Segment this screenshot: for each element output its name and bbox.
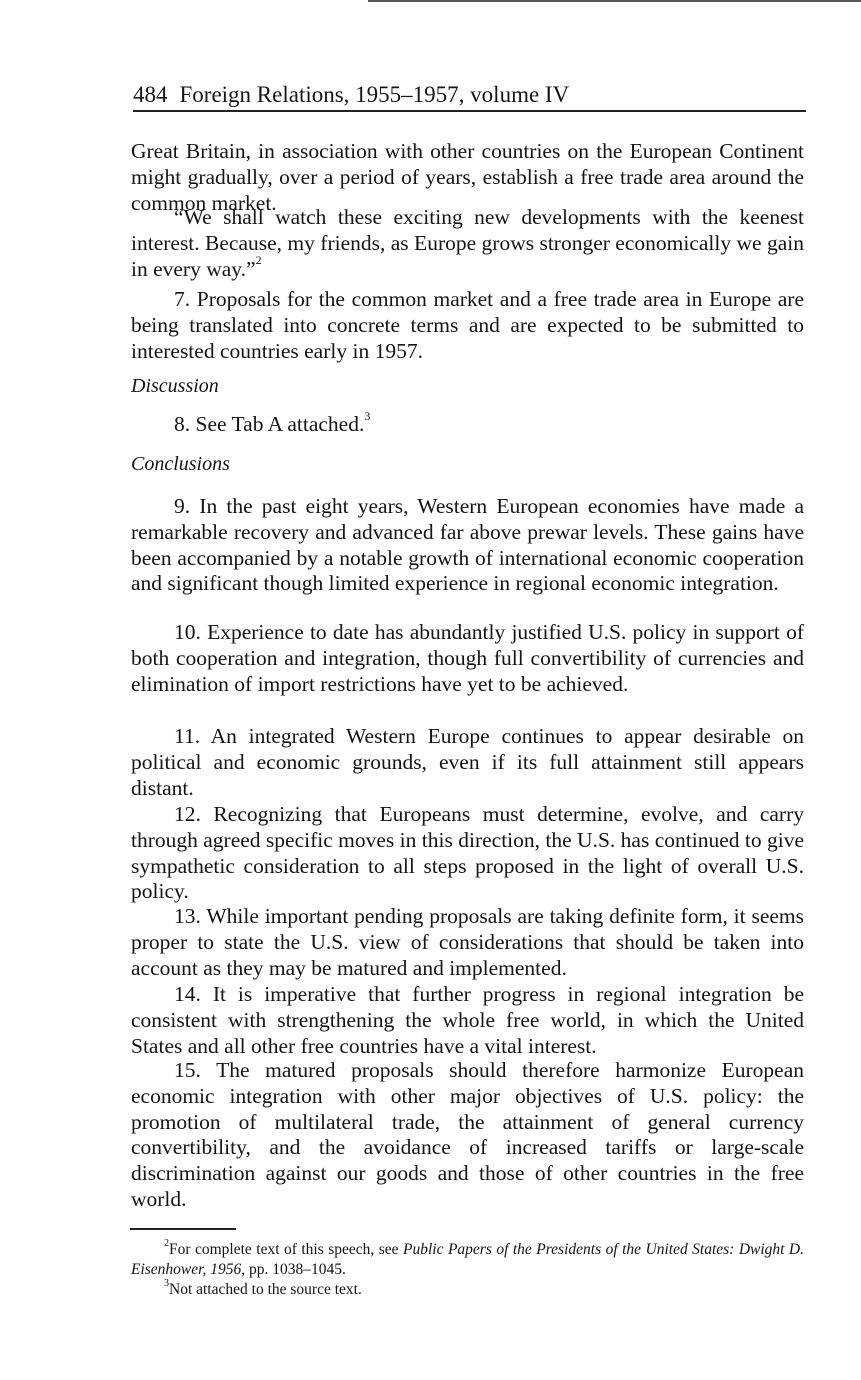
paragraph-quote bbox=[131, 205, 804, 282]
paragraph-13-text: 13. While important pending proposals are taking definite form, it seems proper to state the U.S. view of considerations that should be taken into account as they may be matured and implemented. bbox=[131, 904, 804, 980]
paragraph-15 bbox=[131, 1058, 804, 1213]
paragraph-15-text: 15. The matured proposals should therefore harmonize European economic integration with other major objectives of U.S. policy: the promotion of multilateral trade, the attainment of general currency convertibility, and the avoidance of increased tariffs or large-scale discrimination against our goods and those of other countries in the free world. bbox=[131, 1058, 804, 1211]
paragraph-11 bbox=[131, 724, 804, 801]
paragraph-8-text: 8. See Tab A attached. bbox=[174, 412, 365, 436]
footnote-2-text-before: For complete text of this speech, see bbox=[169, 1241, 404, 1258]
footnote-2-citation: Public Papers of the Presidents of the United States: Dwight D. Eisenhower, 1956, bbox=[131, 1241, 804, 1278]
footnote-ref-2: 2 bbox=[255, 253, 262, 268]
running-head bbox=[133, 80, 805, 110]
footnote-2 bbox=[131, 1237, 804, 1280]
paragraph-7-text: 7. Proposals for the common market and a free trade area in Europe are being translated into concrete terms and are expected to be submitted to interested countries early in 1957. bbox=[131, 287, 804, 363]
footnote-3 bbox=[131, 1277, 804, 1300]
paragraph-12-text: 12. Recognizing that Europeans must determine, evolve, and carry through agreed specific moves in this direction, the U.S. has continued to give sympathetic consideration to all steps proposed in the light of overall U.S. policy. bbox=[131, 802, 804, 904]
paragraph-10-text: 10. Experience to date has abundantly justified U.S. policy in support of both cooperation and integration, though full convertibility of currencies and elimination of import restrictions have yet to be achieved. bbox=[131, 620, 804, 696]
paragraph-9 bbox=[131, 494, 804, 597]
paragraph-continued-text: Great Britain, in association with other countries on the European Continent might gradually, over a period of years, establish a free trade area around the common market. bbox=[131, 139, 804, 215]
paragraph-12 bbox=[131, 802, 804, 905]
footnote-rule bbox=[130, 1228, 236, 1230]
paragraph-14-text: 14. It is imperative that further progress in regional integration be consistent with strengthening the whole free world, in which the United States and all other free countries have a vital interest. bbox=[131, 982, 804, 1058]
footnote-ref-3: 3 bbox=[364, 408, 371, 423]
paragraph-7 bbox=[131, 287, 804, 364]
header-rule bbox=[133, 110, 806, 112]
conclusions-heading: Conclusions bbox=[131, 453, 230, 475]
footnote-2-text-after: pp. 1038–1045. bbox=[245, 1261, 346, 1278]
paragraph-11-text: 11. An integrated Western Europe continues to appear desirable on political and economic grounds, even if its full attainment still appears distant. bbox=[131, 724, 804, 800]
footnote-3-marker: 3 bbox=[164, 1277, 169, 1289]
footnotes bbox=[131, 1237, 804, 1300]
footnote-3-text: Not attached to the source text. bbox=[169, 1281, 362, 1298]
footnote-2-marker: 2 bbox=[164, 1237, 169, 1249]
paragraph-10 bbox=[131, 620, 804, 697]
paragraph-9-text: 9. In the past eight years, Western European economies have made a remarkable recovery and advanced far above prewar levels. These gains have been accompanied by a notable growth of international economic cooperation and significant though limited experience in regional economic integration. bbox=[131, 494, 804, 596]
running-head-title: Foreign Relations, 1955–1957, volume IV bbox=[179, 82, 570, 107]
paragraph-quote-text: “We shall watch these exciting new developments with the keenest interest. Because, my friends, as Europe grows stronger economically we gain in every way.” bbox=[131, 205, 804, 281]
top-edge-rule bbox=[368, 0, 861, 2]
paragraph-14 bbox=[131, 982, 804, 1059]
paragraph-8 bbox=[131, 408, 804, 438]
discussion-heading: Discussion bbox=[131, 375, 219, 397]
page-number: 484 bbox=[133, 82, 168, 107]
paragraph-13 bbox=[131, 904, 804, 981]
